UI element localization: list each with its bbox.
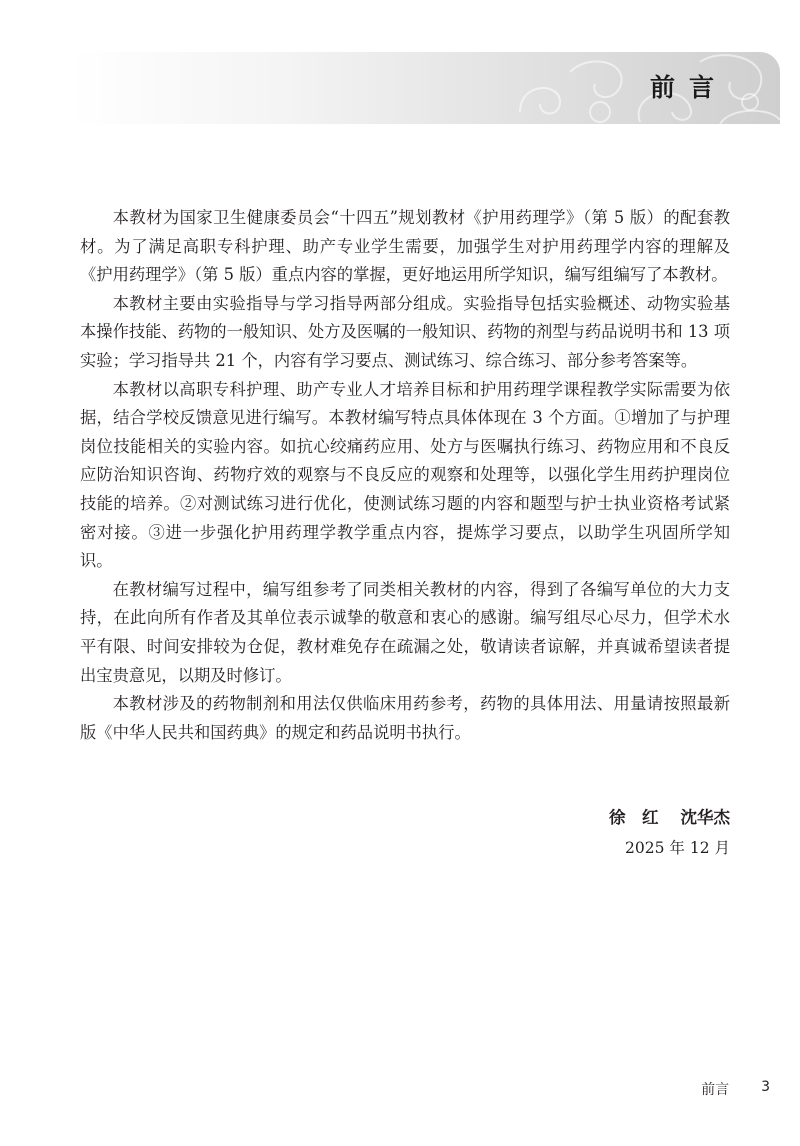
- page-title: 前言: [649, 73, 728, 102]
- header-band: [69, 52, 780, 124]
- paragraph: 本教材为国家卫生健康委员会“十四五”规划教材《护用药理学》（第 5 版）的配套教材。为了满足高职专科护理、助产专业学生需要，加强学生对护用药理学内容的理解及《护用药理学》（第 5 版）重点内容的掌握，更好地运用所学知识，编写组编写了本教材。: [80, 208, 730, 285]
- page-number: 3: [761, 1079, 770, 1095]
- paragraph: 在教材编写过程中，编写组参考了同类相关教材的内容，得到了各编写单位的大力支持，在此向所有作者及其单位表示诚挚的敬意和衷心的感谢。编写组尽心尽力，但学术水平有限、时间安排较为仓促，教材难免存在疏漏之处，敬请读者谅解，并真诚希望读者提出宝贵意见，以期及时修订。: [80, 579, 730, 685]
- signature-date: 2025 年 12 月: [625, 839, 730, 857]
- authors: [609, 803, 730, 833]
- page-footer: [701, 1079, 770, 1099]
- preface-body: [80, 204, 730, 747]
- cloud-pattern-icon: [480, 52, 780, 124]
- signature-block: [609, 803, 730, 863]
- author-name: 徐 红: [609, 808, 659, 827]
- paragraph: 本教材主要由实验指导与学习指导两部分组成。实验指导包括实验概述、动物实验基本操作技能、药物的一般知识、处方及医嘱的一般知识、药物的剂型与药品说明书和 13 项实验；学习指导共 21 个，内容有学习要点、测试练习、综合练习、部分参考答案等。: [80, 293, 730, 370]
- paragraph: 本教材以高职专科护理、助产专业人才培养目标和护用药理学课程教学实际需要为依据，结合学校反馈意见进行编写。本教材编写特点具体体现在 3 个方面。①增加了与护理岗位技能相关的实验内容。如抗心绞痛药应用、处方与医嘱执行练习、药物应用和不良反应防治知识咨询、药物疗效的观察与不良反应的观察和处理等，以强化学生用药护理岗位技能的培养。②对测试练习进行优化，使测试练习题的内容和题型与护士执业资格考试紧密对接。③进一步强化护用药理学教学重点内容，提炼学习要点，以助学生巩固所学知识。: [80, 379, 730, 571]
- footer-section-label: 前言: [701, 1082, 730, 1098]
- paragraph: 本教材涉及的药物制剂和用法仅供临床用药参考，药物的具体用法、用量请按照最新版《中华人民共和国药典》的规定和药品说明书执行。: [80, 694, 730, 742]
- author-name: 沈华杰: [680, 808, 730, 827]
